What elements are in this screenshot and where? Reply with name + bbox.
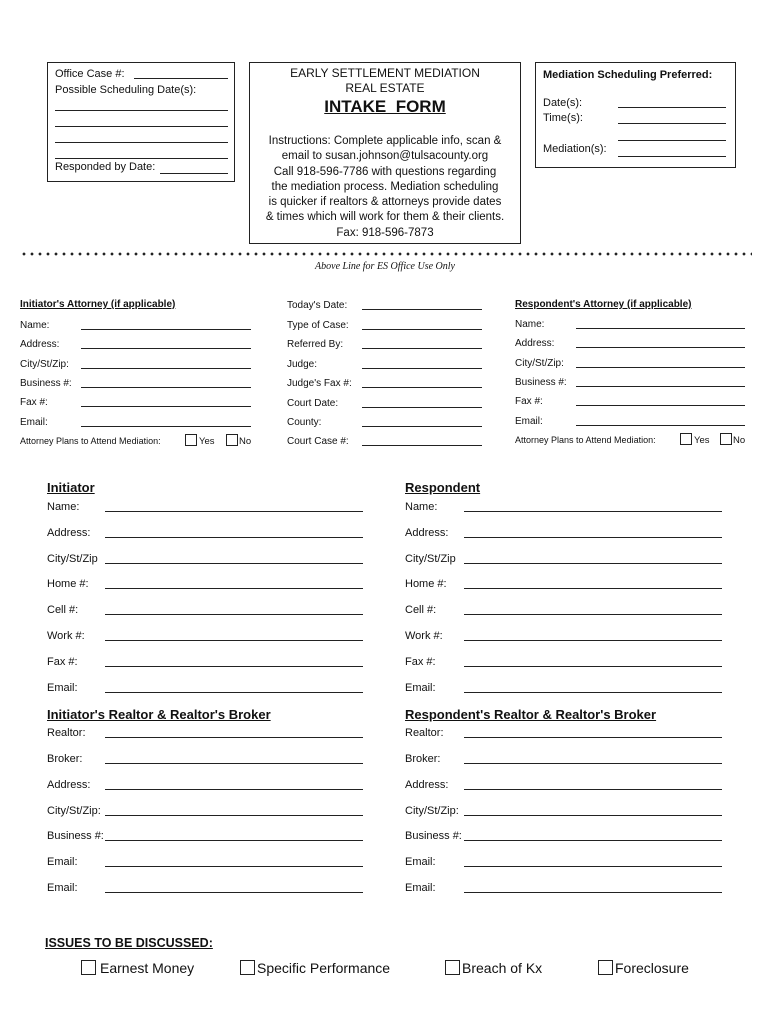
resp-atty-address-field[interactable] xyxy=(576,347,745,348)
judges-fax-field[interactable] xyxy=(362,387,482,388)
specific-performance-checkbox[interactable] xyxy=(240,960,255,975)
type-of-case-field[interactable] xyxy=(362,329,482,330)
instructions-line-3: Call 918-596-7786 with questions regarding xyxy=(273,165,497,178)
initiator-work-label: Work #: xyxy=(47,630,85,642)
sched-times-label: Time(s): xyxy=(543,112,583,124)
scheduling-date-field-3[interactable] xyxy=(55,142,228,143)
init-broker-label: Broker: xyxy=(47,753,83,765)
respondent-address-label: Address: xyxy=(405,527,449,539)
initiator-address-field[interactable] xyxy=(105,537,363,538)
init-realtor-business-label: Business #: xyxy=(47,830,104,842)
todays-date-label: Today's Date: xyxy=(287,300,348,311)
init-realtor-city-label: City/St/Zip: xyxy=(47,805,101,817)
init-realtor-email-2-label: Email: xyxy=(47,882,78,894)
initiator-name-label: Name: xyxy=(47,501,80,513)
initiator-name-field[interactable] xyxy=(105,511,363,512)
earnest-money-checkbox[interactable] xyxy=(81,960,96,975)
resp-realtor-city-field[interactable] xyxy=(464,815,722,816)
court-case-field[interactable] xyxy=(362,445,482,446)
resp-atty-city-label: City/St/Zip: xyxy=(515,358,564,369)
resp-realtor-field[interactable] xyxy=(464,737,722,738)
init-atty-business-field[interactable] xyxy=(81,387,251,388)
init-realtor-email-1-field[interactable] xyxy=(105,866,363,867)
resp-atty-yes-checkbox[interactable] xyxy=(680,433,692,445)
resp-atty-city-field[interactable] xyxy=(576,367,745,368)
judges-fax-label: Judge's Fax #: xyxy=(287,378,352,389)
specific-performance-label: Specific Performance xyxy=(257,960,391,976)
resp-atty-name-field[interactable] xyxy=(576,328,745,329)
resp-realtor-city-label: City/St/Zip: xyxy=(405,805,459,817)
instructions-line-6: & times which will work for them & their clients. xyxy=(265,211,505,224)
respondent-home-label: Home #: xyxy=(405,578,447,590)
resp-atty-yes-label: Yes xyxy=(694,435,710,446)
sched-mediations-label: Mediation(s): xyxy=(543,143,607,155)
instructions-line-4: the mediation process. Mediation scheduling xyxy=(271,180,499,193)
instructions-line-7: Fax: 918-596-7873 xyxy=(336,226,434,239)
respondent-email-field[interactable] xyxy=(464,692,722,693)
resp-atty-no-checkbox[interactable] xyxy=(720,433,732,445)
respondent-fax-label: Fax #: xyxy=(405,656,436,668)
resp-atty-fax-label: Fax #: xyxy=(515,396,543,407)
office-use-divider xyxy=(20,252,752,256)
initiator-email-label: Email: xyxy=(47,682,78,694)
init-atty-name-label: Name: xyxy=(20,320,50,331)
init-atty-attend-label: Attorney Plans to Attend Mediation: xyxy=(20,436,161,446)
sched-extra-field[interactable] xyxy=(618,140,726,141)
instructions-line-5: is quicker if realtors & attorneys provide dates xyxy=(268,196,502,209)
judge-field[interactable] xyxy=(362,368,482,369)
county-label: County: xyxy=(287,417,322,428)
referred-by-field[interactable] xyxy=(362,348,482,349)
init-atty-address-label: Address: xyxy=(20,339,60,350)
initiator-realtor-title: Initiator's Realtor & Realtor's Broker xyxy=(47,707,271,722)
court-case-label: Court Case #: xyxy=(287,436,349,447)
resp-atty-attend-label: Attorney Plans to Attend Mediation: xyxy=(515,435,656,445)
initiator-home-field[interactable] xyxy=(105,588,363,589)
init-realtor-address-field[interactable] xyxy=(105,789,363,790)
respondent-fax-field[interactable] xyxy=(464,666,722,667)
initiator-home-label: Home #: xyxy=(47,578,89,590)
respondent-address-field[interactable] xyxy=(464,537,722,538)
responded-by-label: Responded by Date: xyxy=(55,161,156,173)
type-of-case-label: Type of Case: xyxy=(287,320,349,331)
init-atty-address-field[interactable] xyxy=(81,348,251,349)
init-broker-field[interactable] xyxy=(105,763,363,764)
init-atty-yes-checkbox[interactable] xyxy=(185,434,197,446)
init-atty-fax-label: Fax #: xyxy=(20,397,48,408)
scheduling-date-field-1[interactable] xyxy=(55,110,228,111)
foreclosure-checkbox[interactable] xyxy=(598,960,613,975)
scheduling-date-field-4[interactable] xyxy=(55,158,228,159)
initiator-title: Initiator xyxy=(47,480,95,495)
resp-atty-fax-field[interactable] xyxy=(576,405,745,406)
respondent-title: Respondent xyxy=(405,480,481,495)
init-atty-yes-label: Yes xyxy=(199,436,215,447)
init-realtor-city-field[interactable] xyxy=(105,815,363,816)
divider-caption: Above Line for ES Office Use Only xyxy=(315,261,455,272)
scheduling-preferred-title: Mediation Scheduling Preferred: xyxy=(543,69,713,81)
init-realtor-label: Realtor: xyxy=(47,727,86,739)
init-realtor-email-1-label: Email: xyxy=(47,856,78,868)
initiator-cell-label: Cell #: xyxy=(47,604,79,616)
init-realtor-field[interactable] xyxy=(105,737,363,738)
init-atty-no-checkbox[interactable] xyxy=(226,434,238,446)
referred-by-label: Referred By: xyxy=(287,339,344,350)
instructions-line-1: Instructions: Complete applicable info, scan & xyxy=(268,135,502,147)
init-atty-city-label: City/St/Zip: xyxy=(20,359,69,370)
sched-times-field[interactable] xyxy=(618,123,726,124)
resp-realtor-email-2-field[interactable] xyxy=(464,892,722,893)
resp-realtor-label: Realtor: xyxy=(405,727,444,739)
form-title-line-1: EARLY SETTLEMENT MEDIATION xyxy=(290,66,480,80)
form-title: INTAKE FORM xyxy=(324,97,446,116)
init-atty-name-field[interactable] xyxy=(81,329,251,330)
sched-mediations-field[interactable] xyxy=(618,156,726,157)
resp-realtor-email-1-label: Email: xyxy=(405,856,436,868)
initiator-work-field[interactable] xyxy=(105,640,363,641)
init-atty-fax-field[interactable] xyxy=(81,406,251,407)
initiator-fax-field[interactable] xyxy=(105,666,363,667)
scheduling-date-field-2[interactable] xyxy=(55,126,228,127)
respondent-name-field[interactable] xyxy=(464,511,722,512)
form-header xyxy=(249,66,521,118)
office-case-field[interactable] xyxy=(134,78,228,79)
init-realtor-business-field[interactable] xyxy=(105,840,363,841)
todays-date-field[interactable] xyxy=(362,309,482,310)
resp-realtor-email-2-label: Email: xyxy=(405,882,436,894)
initiator-city-field[interactable] xyxy=(105,563,363,564)
scheduling-dates-label: Possible Scheduling Date(s): xyxy=(55,84,197,96)
resp-atty-name-label: Name: xyxy=(515,319,545,330)
resp-atty-business-field[interactable] xyxy=(576,386,745,387)
court-date-field[interactable] xyxy=(362,407,482,408)
respondent-attorney-title: Respondent's Attorney (if applicable) xyxy=(515,299,692,310)
resp-atty-address-label: Address: xyxy=(515,338,555,349)
resp-atty-email-field[interactable] xyxy=(576,425,745,426)
respondent-name-label: Name: xyxy=(405,501,438,513)
init-atty-no-label: No xyxy=(239,436,252,447)
init-atty-email-label: Email: xyxy=(20,417,48,428)
responded-by-field[interactable] xyxy=(160,173,228,174)
init-realtor-address-label: Address: xyxy=(47,779,91,791)
respondent-email-label: Email: xyxy=(405,682,436,694)
resp-realtor-address-label: Address: xyxy=(405,779,449,791)
initiator-fax-label: Fax #: xyxy=(47,656,78,668)
resp-atty-business-label: Business #: xyxy=(515,377,567,388)
resp-atty-no-label: No xyxy=(733,435,746,446)
breach-of-kx-label: Breach of Kx xyxy=(462,960,543,976)
init-atty-business-label: Business #: xyxy=(20,378,72,389)
init-realtor-email-2-field[interactable] xyxy=(105,892,363,893)
respondent-realtor-title: Respondent's Realtor & Realtor's Broker xyxy=(405,707,657,722)
sched-dates-label: Date(s): xyxy=(543,97,583,109)
initiator-email-field[interactable] xyxy=(105,692,363,693)
foreclosure-label: Foreclosure xyxy=(615,960,689,976)
breach-of-kx-checkbox[interactable] xyxy=(445,960,460,975)
respondent-city-field[interactable] xyxy=(464,563,722,564)
county-field[interactable] xyxy=(362,426,482,427)
initiator-attorney-title: Initiator's Attorney (if applicable) xyxy=(20,299,176,310)
respondent-cell-label: Cell #: xyxy=(405,604,437,616)
resp-broker-field[interactable] xyxy=(464,763,722,764)
respondent-work-field[interactable] xyxy=(464,640,722,641)
respondent-work-label: Work #: xyxy=(405,630,443,642)
initiator-cell-field[interactable] xyxy=(105,614,363,615)
instructions-line-2: email to susan.johnson@tulsacounty.org xyxy=(281,150,489,163)
resp-realtor-address-field[interactable] xyxy=(464,789,722,790)
office-case-label: Office Case #: xyxy=(55,68,125,80)
court-date-label: Court Date: xyxy=(287,398,339,409)
instructions xyxy=(249,134,521,241)
form-title-line-2: REAL ESTATE xyxy=(345,81,425,95)
resp-realtor-email-1-field[interactable] xyxy=(464,866,722,867)
init-atty-email-field[interactable] xyxy=(81,426,251,427)
earnest-money-label: Earnest Money xyxy=(100,960,195,976)
resp-realtor-business-field[interactable] xyxy=(464,840,722,841)
sched-dates-field[interactable] xyxy=(618,107,726,108)
initiator-address-label: Address: xyxy=(47,527,91,539)
resp-atty-email-label: Email: xyxy=(515,416,543,427)
issues-title: ISSUES TO BE DISCUSSED: xyxy=(45,936,213,950)
respondent-home-field[interactable] xyxy=(464,588,722,589)
initiator-city-label: City/St/Zip xyxy=(47,553,98,565)
init-atty-city-field[interactable] xyxy=(81,368,251,369)
resp-broker-label: Broker: xyxy=(405,753,441,765)
resp-realtor-business-label: Business #: xyxy=(405,830,462,842)
judge-label: Judge: xyxy=(287,359,318,370)
respondent-cell-field[interactable] xyxy=(464,614,722,615)
respondent-city-label: City/St/Zip xyxy=(405,553,456,565)
